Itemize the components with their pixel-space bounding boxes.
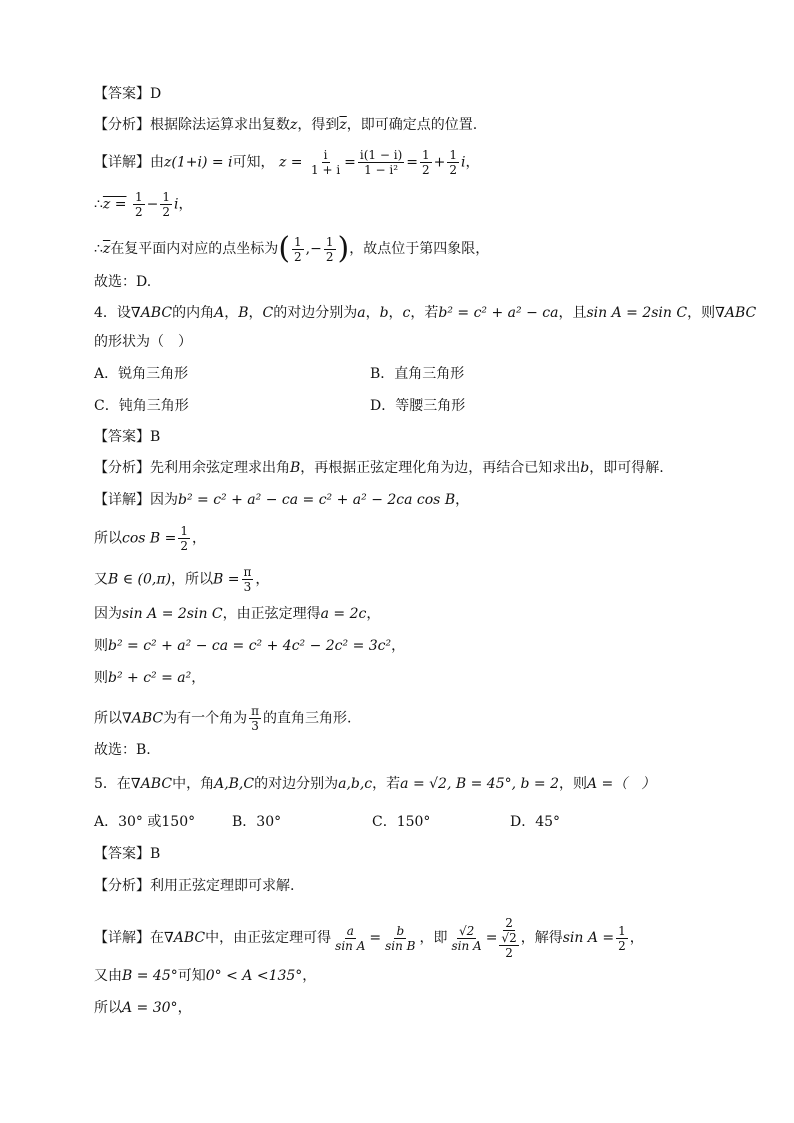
therefore-symbol: ∴ <box>94 241 103 257</box>
math-expr: z = <box>278 154 303 171</box>
detail-text: 由 <box>150 154 164 171</box>
fraction: $\frac{\pi}{3}$ <box>251 704 260 733</box>
fraction: $\frac{i}{1 + i}$ <box>311 148 341 177</box>
analysis-text: ，即可确定点的位置. <box>346 117 478 133</box>
math-expr: z(1+i) = i <box>164 154 233 171</box>
option-a: A．锐角三角形 <box>94 366 189 382</box>
detail-text: ，所以 <box>171 571 214 588</box>
q5-detail-line2: 又由B = 45°可知0° < A <135°， <box>94 968 317 984</box>
answer-tag: 【答案】 <box>94 86 150 102</box>
math-expr: z = <box>102 196 127 213</box>
fraction: $\frac{a}{\text{sin A}}$ <box>335 923 366 953</box>
detail-text: ，由正弦定理得 <box>222 606 321 622</box>
answer-tag: 【答案】 <box>94 429 150 445</box>
nested-fraction: $\frac{√2}{2}$ <box>501 931 517 960</box>
fraction: $\frac{1}{2}$ <box>618 923 626 953</box>
analysis-tag: 【分析】 <box>94 117 150 133</box>
q4-options-row1 <box>94 364 734 384</box>
math-expr: A = 30° <box>122 1000 178 1016</box>
detail-text: ，解得 <box>520 930 563 946</box>
analysis-text: ，得到 <box>297 117 340 133</box>
fraction: $\frac{1}{2}$ <box>294 234 302 264</box>
answer-tag: 【答案】 <box>94 846 150 862</box>
q4-detail-line3: 又B ∈ (0,π)，所以B = $\frac{\pi}{3}$ ， <box>94 565 270 594</box>
detail-tag: 【详解】 <box>94 930 150 946</box>
math-i: i <box>461 154 466 171</box>
math-expr: a = √2, B = 45°, b = 2 <box>400 776 559 792</box>
detail-text: 因为 <box>94 606 122 622</box>
detail-text: 的直角三角形. <box>263 710 352 727</box>
math-triangle: ∇ABC <box>130 305 173 321</box>
q4-choose-line <box>94 740 734 760</box>
fraction: $\frac{1}{2}$ <box>325 234 334 264</box>
stem-text: ，若 <box>410 305 439 321</box>
question-number: 5．在 <box>94 776 131 792</box>
detail-text: 又 <box>94 571 108 588</box>
math-expr: b² = c² + a² − ca = c² + 4c² − 2c² = 3c² <box>108 638 392 654</box>
analysis-text: 根据除法运算求出复数 <box>150 117 290 133</box>
q4-detail-line2: 所以cos B = $\frac{1}{2}$ ， <box>94 524 207 553</box>
q4-detail-line7 <box>94 704 734 733</box>
fraction: $\frac{√2}{\text{sin A}}$ <box>451 923 482 953</box>
math-expr: b² = c² + a² − ca <box>438 305 559 321</box>
math-expr: B = 45° <box>122 968 178 984</box>
math-expr: a = 2c <box>320 606 367 622</box>
detail-text: 因为 <box>150 492 178 508</box>
math-expr: A,B,C <box>214 776 255 792</box>
option-c: C．钝角三角形 <box>94 398 189 414</box>
fraction: $\frac{b}{\text{sin B}}$ <box>385 923 416 953</box>
detail-text: 所以 <box>94 710 122 727</box>
compound-fraction: $\frac{2}{\frac{√2}{2}}$ <box>501 916 517 960</box>
detail-text: 可知 <box>177 968 206 984</box>
detail-text: ，故点位于第四象限， <box>349 241 490 257</box>
q4-detail-line6: 则b² + c² = a²， <box>94 670 206 686</box>
stem-text: ，则 <box>559 776 587 792</box>
math-triangle: ∇ABC <box>715 305 757 321</box>
q3-choose-line <box>94 272 734 292</box>
analysis-text: ，再根据正弦定理化角为边，再结合已知求出 <box>300 460 581 476</box>
answer-value: B <box>150 846 161 862</box>
math-i: i <box>173 196 179 213</box>
math-expr: B = <box>213 571 240 588</box>
stem-text: 中，角 <box>172 776 215 792</box>
fraction: $\frac{i(1 - i)}{\text{1 − i²}}$ <box>359 148 403 177</box>
q4-detail-line4: 因为sin A = 2sin C，由正弦定理得a = 2c， <box>94 606 381 622</box>
fraction: $\frac{1}{2}$ <box>421 148 430 177</box>
math-expr: B ∈ (0,π) <box>108 571 172 588</box>
q4-analysis-line: 【分析】先利用余弦定理求出角B，再根据正弦定理化角为边，再结合已知求出b，即可得解. <box>94 460 664 476</box>
stem-text: ，则 <box>687 305 716 321</box>
q5-stem-line <box>94 774 734 794</box>
detail-text: 所以 <box>94 1000 122 1016</box>
q4-options-row2 <box>94 396 734 416</box>
math-triangle: ∇ABC <box>122 710 164 727</box>
q4-detail-line5: 则b² = c² + a² − ca = c² + 4c² − 2c² = 3c²， <box>94 638 406 654</box>
math-expr: sin A = 2sin C <box>122 606 223 622</box>
stem-text: 的内角 <box>172 305 215 321</box>
question-number: 4．设 <box>94 305 131 321</box>
detail-text: 中，由正弦定理可得 <box>205 930 332 946</box>
q5-options-row <box>94 812 734 832</box>
math-z: z <box>290 117 298 133</box>
q5-detail-line1: 【详解】在∇ABC中，由正弦定理可得 $\frac{a}{\text{sin A}}$ = $\frac{b}{\text{sin B}}$ ，即 $\frac{√2}{\text{sin A}}$ = $\frac{2}{\frac{√2}{2}}$ ，解得sin A = $\frac{1}{2}$ ， <box>94 916 644 960</box>
answer-value: D <box>150 86 162 102</box>
fraction: $\frac{\pi}{3}$ <box>243 565 252 594</box>
analysis-tag: 【分析】 <box>94 878 150 894</box>
math-expr: a,b,c <box>338 776 373 792</box>
option-a: A．30° 或150° <box>94 814 196 830</box>
math-expr: sin A = 2sin C <box>586 305 688 321</box>
q5-answer-line <box>94 844 734 864</box>
stem-text: 的对边分别为 <box>273 305 358 321</box>
option-b: B．30° <box>232 814 282 830</box>
detail-text: 所以 <box>94 530 122 547</box>
detail-text: ，即 <box>419 930 448 946</box>
q3-detail-line: 【详解】由z(1+i) = i可知， z = $\frac{i}{1 + i}$ = $\frac{i(1 - i)}{\text{1 − i²}}$ = $\frac{1}{2}$ + $\frac{1}{2}$ i， <box>94 148 480 177</box>
math-expr: 0° < A <135° <box>205 968 303 984</box>
detail-tag: 【详解】 <box>94 154 150 171</box>
q3-answer-line <box>94 84 734 104</box>
fraction: $\frac{1}{2}$ <box>180 524 189 553</box>
option-d: D．等腰三角形 <box>370 398 466 414</box>
detail-text: 则 <box>94 670 108 686</box>
q4-stem-line1: 4．设∇ABC的内角A，B，C的对边分别为a，b，c，若b² = c² + a² − ca，且sin A = 2sin C，则∇ABC <box>94 305 757 321</box>
analysis-text: 先利用余弦定理求出角 <box>150 460 290 476</box>
stem-text: 的形状为（ ） <box>94 334 192 350</box>
math-expr: b² = c² + a² − ca = c² + a² − 2ca cos B <box>178 492 456 508</box>
q5-analysis-line <box>94 876 734 896</box>
math-expr: cos B = <box>122 530 177 547</box>
choose-text: 故选：B. <box>94 742 151 758</box>
detail-text: 又由 <box>94 968 122 984</box>
math-triangle: ∇ABC <box>130 776 173 792</box>
analysis-text: 利用正弦定理即可求解. <box>150 878 295 894</box>
stem-text: A =（ ） <box>587 776 656 792</box>
fraction: $\frac{1}{2}$ <box>449 148 457 177</box>
analysis-tag: 【分析】 <box>94 460 150 476</box>
q3-analysis-line <box>94 115 734 135</box>
analysis-text: ，即可得解. <box>589 460 664 476</box>
option-d: D．45° <box>510 814 561 830</box>
detail-text: 可知， <box>232 154 275 171</box>
answer-value: B <box>150 429 161 445</box>
q5-detail-line3: 所以A = 30°， <box>94 1000 192 1016</box>
q3-point-line: $\therefore\overline{z}$在复平面内对应的点坐标为( $\frac{1}{2}$ ,− $\frac{1}{2}$ )，故点位于第四象限， <box>94 231 490 266</box>
math-triangle: ∇ABC <box>164 930 206 946</box>
option-b: B．直角三角形 <box>370 366 465 382</box>
stem-text: 的对边分别为 <box>254 776 339 792</box>
detail-text: 在复平面内对应的点坐标为 <box>110 241 279 257</box>
stem-text: ，且 <box>558 305 587 321</box>
choose-text: 故选：D. <box>94 274 152 290</box>
fraction: $\frac{1}{2}$ <box>162 190 170 219</box>
q3-conjugate-line: ∴z = $\frac{1}{2}$ − $\frac{1}{2}$ i， <box>94 190 193 219</box>
q4-stem-line2 <box>94 332 734 352</box>
option-c: C．150° <box>372 814 431 830</box>
detail-text: 为有一个角为 <box>163 710 248 727</box>
fraction: $\frac{1}{2}$ <box>134 190 143 219</box>
math-expr: b² + c² = a² <box>108 670 192 686</box>
stem-text: ，若 <box>372 776 401 792</box>
math-expr: sin A = <box>562 930 615 946</box>
detail-tag: 【详解】 <box>94 492 150 508</box>
detail-text: 则 <box>94 638 108 654</box>
detail-text: 在 <box>150 930 164 946</box>
therefore-symbol: ∴ <box>94 196 103 213</box>
math-z-conjugate: $\overline{z}$ <box>102 241 111 257</box>
q4-answer-line <box>94 427 734 447</box>
math-z-conjugate: $\overline{z}$ <box>339 117 347 133</box>
q4-detail-line1: 【详解】因为b² = c² + a² − ca = c² + a² − 2ca cos B， <box>94 492 470 508</box>
